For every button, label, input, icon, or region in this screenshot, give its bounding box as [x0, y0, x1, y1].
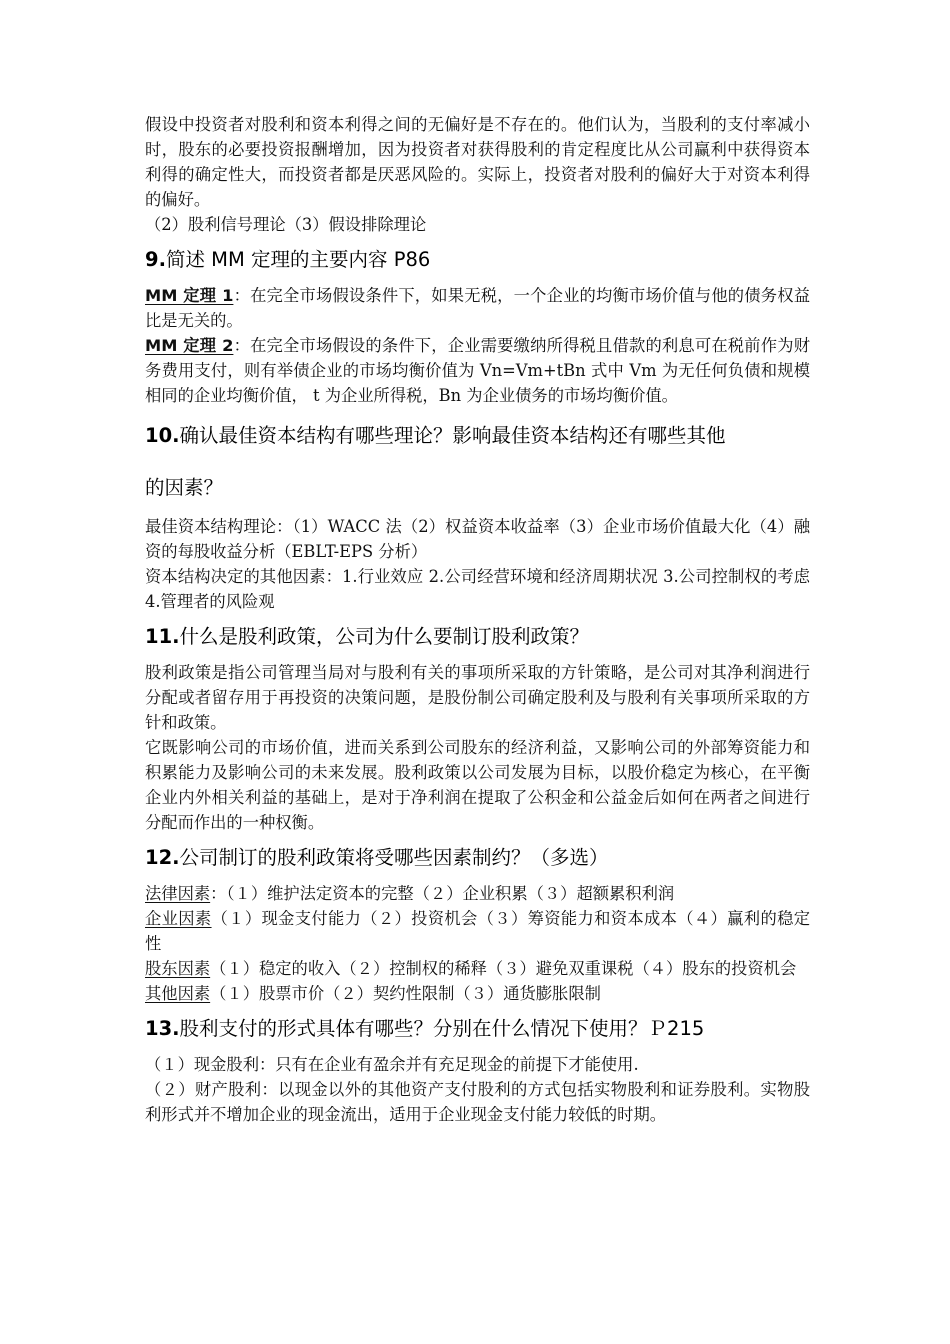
question-13-heading	[145, 1012, 810, 1046]
question-number: 11.	[145, 625, 180, 648]
question-number: 9.	[145, 248, 166, 271]
mm-theorem-2-label: MM 定理 2	[145, 336, 234, 355]
question-9-heading	[145, 243, 810, 277]
question-title-line-1: 确认最佳资本结构有哪些理论？影响最佳资本结构还有哪些其他	[179, 424, 726, 447]
question-title: 股利支付的形式具体有哪些？分别在什么情况下使用？Ｐ215	[179, 1017, 705, 1040]
intro-theories: （2）股利信号理论（3）假设排除理论	[145, 215, 427, 234]
factor-label: 其他因素	[145, 984, 211, 1003]
other-structure-factors: 资本结构决定的其他因素：1.行业效应 2.公司经营环境和经济周期状况 3.公司控制权的考虑 4.管理者的风险观	[145, 567, 810, 611]
factor-label: 股东因素	[145, 959, 211, 978]
mm-theorem-2-text: ：在完全市场假设的条件下，企业需要缴纳所得税且借款的利息可在税前作为财务费用支付，则有举债企业的市场均衡价值为 Vn=Vm+tBn 式中 Vm 为无任何负债和规模相同的企业均衡价值， t 为企业所得税，Bn 为企业债务的市场均衡价值。	[145, 336, 810, 405]
cash-dividend: （１）现金股利：只有在企业有盈余并有充足现金的前提下才能使用.	[145, 1055, 639, 1074]
question-10-heading	[145, 410, 810, 514]
question-12-heading	[145, 841, 810, 875]
intro-paragraph: 假设中投资者对股利和资本利得之间的无偏好是不存在的。他们认为，当股利的支付率减小时，股东的必要投资报酬增加，因为投资者对获得股利的肯定程度比从公司赢利中获得资本利得的确定性大，而投资者都是厌恶风险的。实际上，投资者对股利的偏好大于对资本利得的偏好。	[145, 115, 810, 209]
question-title: 什么是股利政策，公司为什么要制订股利政策？	[179, 625, 590, 648]
question-title: 公司制订的股利政策将受哪些因素制约？（多选）	[179, 846, 609, 869]
mm-theorem-1	[145, 283, 810, 333]
factor-text: （１）股票市价（２）契约性限制（３）通货膨胀限制	[210, 984, 601, 1003]
question-number: 13.	[145, 1017, 180, 1040]
factor-text: （１）现金支付能力（２）投资机会（３）筹资能力和资本成本（４）赢利的稳定性	[145, 909, 810, 953]
mm-theorem-1-label: MM 定理 1	[145, 286, 234, 305]
factor-text: （１）稳定的收入（２）控制权的稀释（３）避免双重课税（４）股东的投资机会	[210, 959, 797, 978]
mm-theorem-2	[145, 333, 810, 408]
factor-label: 法律因素	[145, 884, 211, 903]
question-title: 简述 MM 定理的主要内容 P86	[165, 248, 431, 271]
factor-enterprise	[145, 906, 810, 956]
question-11-heading	[145, 620, 810, 654]
factor-shareholder	[145, 956, 810, 981]
question-title-line-2: 的因素？	[145, 476, 224, 499]
dividend-policy-importance: 它既影响公司的市场价值，进而关系到公司股东的经济利益，又影响公司的外部筹资能力和积累能力及影响公司的未来发展。股利政策以公司发展为目标，以股价稳定为核心，在平衡企业内外相关利益的基础上，是对于净利润在提取了公积金和公益金后如何在两者之间进行分配而作出的一种权衡。	[145, 738, 810, 832]
property-dividend: （２）财产股利：以现金以外的其他资产支付股利的方式包括实物股利和证券股利。实物股利形式并不增加企业的现金流出，适用于企业现金支付能力较低的时期。	[145, 1080, 810, 1124]
question-number: 12.	[145, 846, 180, 869]
factor-legal	[145, 881, 810, 906]
optimal-structure-theories: 最佳资本结构理论：（1）WACC 法（2）权益资本收益率（3）企业市场价值最大化（4）融资的每股收益分析（EBLT-EPS 分析）	[145, 517, 810, 561]
factor-text: ：（１）维护法定资本的完整（２）企业积累（３）超额累积利润	[210, 884, 675, 903]
mm-theorem-1-text: ：在完全市场假设条件下，如果无税，一个企业的均衡市场价值与他的债务权益比是无关的。	[145, 286, 810, 330]
dividend-policy-definition: 股利政策是指公司管理当局对与股利有关的事项所采取的方针策略，是公司对其净利润进行分配或者留存用于再投资的决策问题，是股份制公司确定股利及与股利有关事项所采取的方针和政策。	[145, 663, 810, 732]
factor-other	[145, 981, 810, 1006]
question-number: 10.	[145, 424, 180, 447]
factor-label: 企业因素	[145, 909, 212, 928]
